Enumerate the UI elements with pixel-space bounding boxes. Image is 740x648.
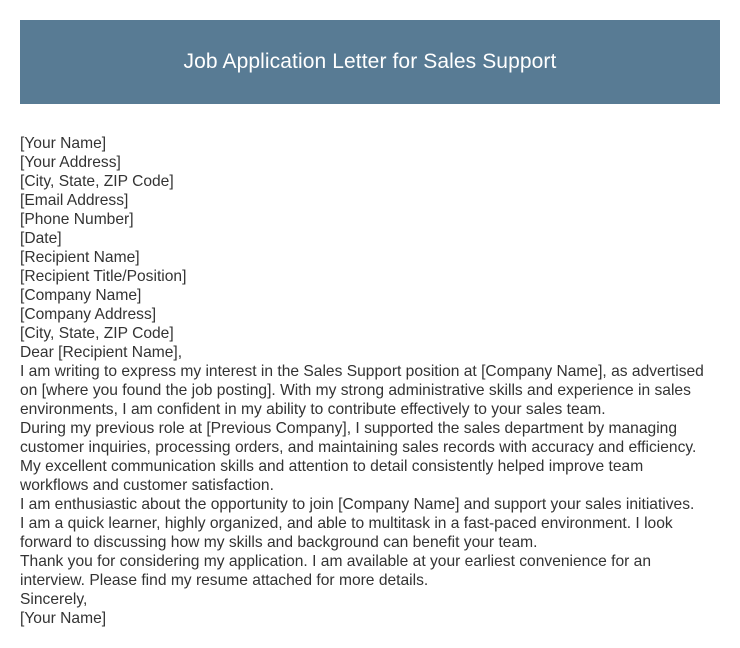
page-title: Job Application Letter for Sales Support (183, 50, 557, 73)
paragraph-line: Thank you for considering my application. I am available at your earliest convenience for an (20, 553, 652, 570)
closing: Sincerely, (20, 591, 88, 608)
sender-phone: [Phone Number] (20, 211, 134, 228)
paragraph-line: workflows and customer satisfaction. (20, 477, 274, 494)
paragraph-line: During my previous role at [Previous Company], I supported the sales department by managing (20, 420, 678, 437)
paragraph-interest (20, 362, 724, 419)
recipient-company: [Company Name] (20, 287, 142, 304)
paragraph-thanks (20, 552, 724, 590)
letter-body (20, 134, 724, 628)
title-banner (20, 20, 720, 104)
paragraph-line: I am enthusiastic about the opportunity to join [Company Name] and support your sales initiatives. (20, 496, 695, 513)
sender-email: [Email Address] (20, 192, 129, 209)
recipient-title: [Recipient Title/Position] (20, 268, 187, 285)
recipient-address: [Company Address] (20, 306, 157, 323)
signature: [Your Name] (20, 610, 107, 627)
paragraph-line: forward to discussing how my skills and background can benefit your team. (20, 534, 538, 551)
paragraph-experience (20, 419, 724, 495)
paragraph-line: I am a quick learner, highly organized, and able to multitask in a fast-paced environment. I look (20, 515, 673, 532)
recipient-name: [Recipient Name] (20, 249, 140, 266)
sender-name: [Your Name] (20, 135, 107, 152)
paragraph-line: environments, I am confident in my ability to contribute effectively to your sales team. (20, 401, 606, 418)
salutation: Dear [Recipient Name], (20, 344, 183, 361)
sender-city-state-zip: [City, State, ZIP Code] (20, 173, 174, 190)
paragraph-line: I am writing to express my interest in the Sales Support position at [Company Name], as advertised (20, 363, 704, 380)
letter-date: [Date] (20, 230, 62, 247)
paragraph-enthusiasm (20, 495, 724, 552)
paragraph-line: My excellent communication skills and attention to detail consistently helped improve team (20, 458, 644, 475)
paragraph-line: customer inquiries, processing orders, and maintaining sales records with accuracy and efficiency. (20, 439, 697, 456)
recipient-city-state-zip: [City, State, ZIP Code] (20, 325, 174, 342)
paragraph-line: interview. Please find my resume attached for more details. (20, 572, 429, 589)
sender-address: [Your Address] (20, 154, 121, 171)
paragraph-line: on [where you found the job posting]. With my strong administrative skills and experience in sales (20, 382, 691, 399)
